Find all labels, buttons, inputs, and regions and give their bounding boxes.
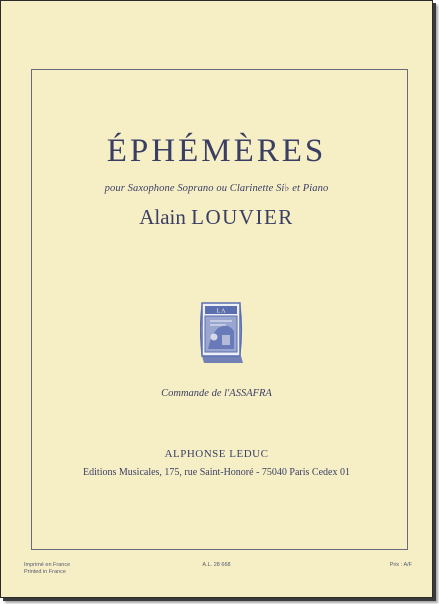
publisher-emblem-icon	[200, 301, 243, 364]
commission-note: Commande de l'ASSAFRA	[161, 388, 272, 399]
svg-text:L A: L A	[216, 308, 226, 315]
print-origin-fr: Imprimé en France	[24, 562, 71, 568]
work-title: ÉPHÉMÈRES	[106, 133, 327, 169]
publisher-address: Editions Musicales, 175, rue Saint-Honoré - 75040 Paris Cedex 01	[83, 467, 350, 478]
print-origin-en: Printed in France	[24, 569, 66, 575]
composer-first-name: Alain	[139, 205, 186, 229]
catalog-number: A.L. 28 668	[202, 562, 231, 568]
price-code: Prix : A/F	[389, 562, 412, 568]
composer-last-name: LOUVIER	[191, 205, 294, 229]
composer-name	[1, 205, 432, 230]
instrumentation-subtitle: pour Saxophone Soprano ou Clarinette Si♭ et Piano	[104, 183, 329, 194]
publisher-name: ALPHONSE LEDUC	[164, 448, 269, 460]
